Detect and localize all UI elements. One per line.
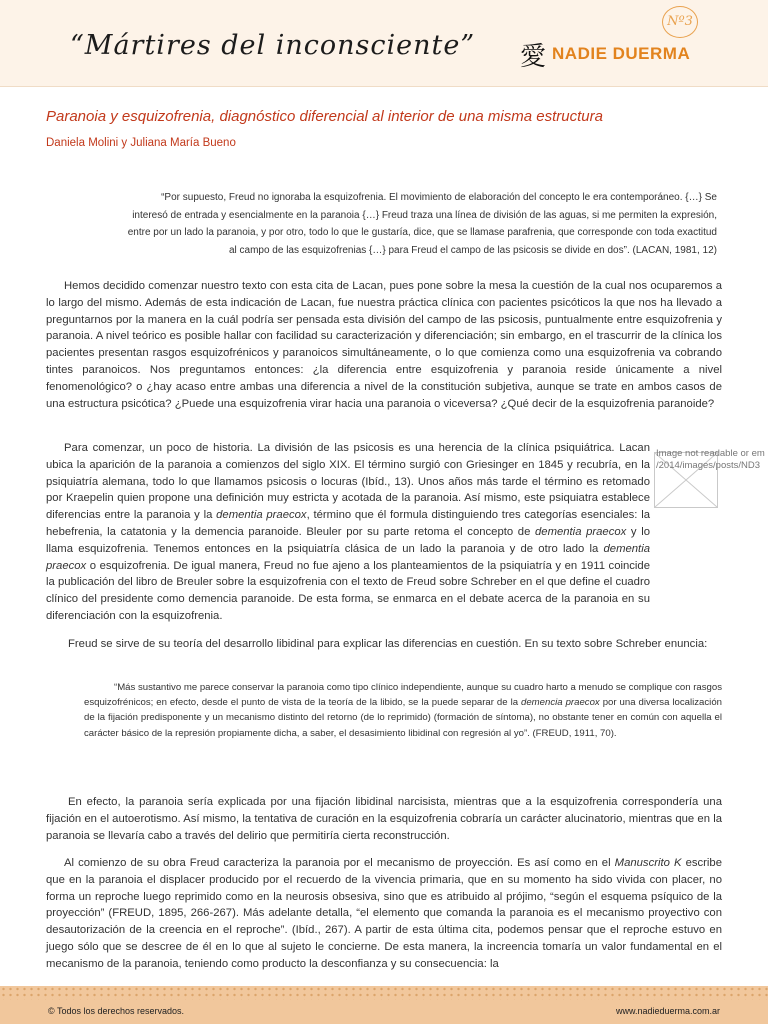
article-authors: Daniela Molini y Juliana María Bueno — [46, 137, 236, 149]
paragraph-4: En efecto, la paranoia sería explicada por una fijación libidinal narcisista, mientras que a la esquizofrenia correspondería una fijación en el autoerotismo. Así mismo, la tentativa de curación en la esquizofrenia cobraría un carácter alucinatorio, mientras que en la paranoia se llevaría cabo a través del delirio que permitiría cierta reconstrucción. — [46, 796, 722, 842]
epigraph-line: entre por un lado la paranoia, y por otro, todo lo que le gustaría, dice, que se llamase parafrenia, que corresponde con toda exactitud — [127, 227, 717, 238]
issue-badge: Nº3 — [662, 6, 698, 38]
kanji-love-icon: 愛 — [520, 41, 547, 72]
article-title: Paranoia y esquizofrenia, diagnóstico diferencial al interior de una misma estructura — [46, 108, 603, 125]
footer-copyright: © Todos los derechos reservados. — [48, 1006, 185, 1016]
paragraph-5: Al comienzo de su obra Freud caracteriza la paranoia por el mecanismo de proyección. Es así como en el Manuscrito K escribe que en la paranoia el displacer producido por el recuerdo de la vivencia primaria, que en su momento ha sido vivida con placer, no forma un reproche luego reprimido como en la neurosis obsesiva, sino que es atribuido al prójimo, “según el esquema psíquico de la proyección” (FREUD, 1895, 266-267). Más adelante detalla, “el elemento que comanda la paranoia es el mecanismo proyectivo con desautorización de la creencia en el reproche”. (Ibíd., 267). A partir de esta última cita, podemos pensar que el reproche estuvo en juego sólo que se descree de él en lo que al sujeto le concierne. De esta manera, la increencia tomaría un valor fundamental en el mecanismo de la paranoia, teniendo como producto la desconfianza y su consecuencia: la — [46, 857, 722, 970]
paragraph-2-lead: Para comenzar, un poco de historia. La división de las psicosis es una herencia de la clínica psiquiátrica. Lacan ubica la aparición de la paranoia a comienzos del siglo XIX. El término surgió con Griesinger en 1845 y recubría, en la psiquiatría alemana, todo lo que llamamos psicosis o locuras (Ibíd., 13). Unos años más tarde el término es retomado por Kraepelin quien propone una definición muy estricta y acotada de la paranoia. Así mismo, este psiquiatra establece diferencias entre la paranoia y la dementia praecox, término que él formula distinguiendo tres categorías esenciales: la hebefrenia, la catatonia y la demencia paranoide. Bleuler por su parte retoma el concepto de dementia praecox y lo llama esquizofrenia. Tenemos entonces en la psiquiatría clásica de un lado la paranoia y de otro lado la dementia praecox o esquizofrenia. De igual manera, Freud no fue ajeno a los planteamientos de la psiquiatría y en 1911 coincide la publicación del libro de Breuler sobre la esquizofrenia con el texto de Freud sobre Schreber en el que define el cuadro clínico del presidente como demencia paranoide. De esta forma, se enmarca en el debate acerca de la paranoia en su diferenciación con la esquizofrenia. — [46, 442, 650, 622]
logo-text: NADIE DUERMA — [552, 44, 691, 63]
footer-website-link[interactable]: www.nadieduerma.com.ar — [615, 1006, 720, 1016]
paragraph-1: Hemos decidido comenzar nuestro texto con esta cita de Lacan, pues pone sobre la mesa la cuestión de la cual nos ocuparemos a lo largo del mismo. Además de esta indicación de Lacan, fue nuestra práctica clínica con pacientes psicóticos la que nos ha llevado a preguntarnos por la manera en la cuál podría ser pensada esta división del campo de las psicosis, puntualmente entre esquizofrenia y paranoia. A nivel teórico es posible hallar con facilidad su caracterización y diferenciación; sin embargo, en el trascurrir de la clínica los pacientes presentan rasgos esquizofrénicos y paranoicos simultáneamente, o lo que comienza como una esquizofrenia va cobrando tintes paranoicos. Nos preguntamos entonces: ¿la diferencia entre esquizofrenia y paranoia reside únicamente a nivel fenomenológico? o ¿hay acaso entre ambas una diferencia a nivel de la constitución subjetiva, aunque se trate en ambos casos de una estructura psicótica? ¿Puede una esquizofrenia virar hacia una paranoia o viceversa? ¿Qué decir de la esquizofrenia paranoide? — [46, 280, 722, 410]
broken-image-alt: Image not readable or em /2014/images/posts/ND3 — [656, 448, 765, 471]
block-quote: “Más sustantivo me parece conservar la paranoia como tipo clínico independiente, aunque su cuadro harto a menudo se complique con rasgos esquizofrénicos; en efecto, desde el punto de vista de la teoría de la libido, se la puede separar de la demencia praecox por una diversa localización de la fijación predisponente y un mecanismo distinto del retorno (de lo reprimido) (formación de síntoma), no obstante tener en común con aquella el carácter básico de la represión propiamente dicha, a saber, el desasimiento libidinal con regresión al yo”. (FREUD, 1911, 70). — [84, 682, 722, 739]
epigraph-line: al campo de las esquizofrenias {…} para Freud el campo de las psicosis se divide en dos”. (LACAN, 1981, 12) — [228, 244, 717, 256]
epigraph-line: interesó de entrada y esencialmente en la paranoia {…} Freud traza una línea de división de las aguas, si me permiten la expresión, — [132, 209, 717, 221]
paragraph-3: Freud se sirve de su teoría del desarrollo libidinal para explicar las diferencias en cuestión. En su texto sobre Schreber enuncia: — [68, 638, 708, 650]
page-footer — [0, 986, 768, 1024]
epigraph-line: “Por supuesto, Freud no ignoraba la esquizofrenia. El movimiento de elaboración del concepto le era contemporáneo. {…} Se — [161, 192, 717, 203]
page-header — [0, 0, 768, 87]
journal-title: “Mártires del inconsciente” — [70, 30, 476, 61]
broken-image — [654, 448, 768, 508]
journal-logo — [520, 36, 690, 72]
footer-dot-pattern — [0, 986, 768, 1000]
epigraph-quote — [76, 189, 717, 259]
